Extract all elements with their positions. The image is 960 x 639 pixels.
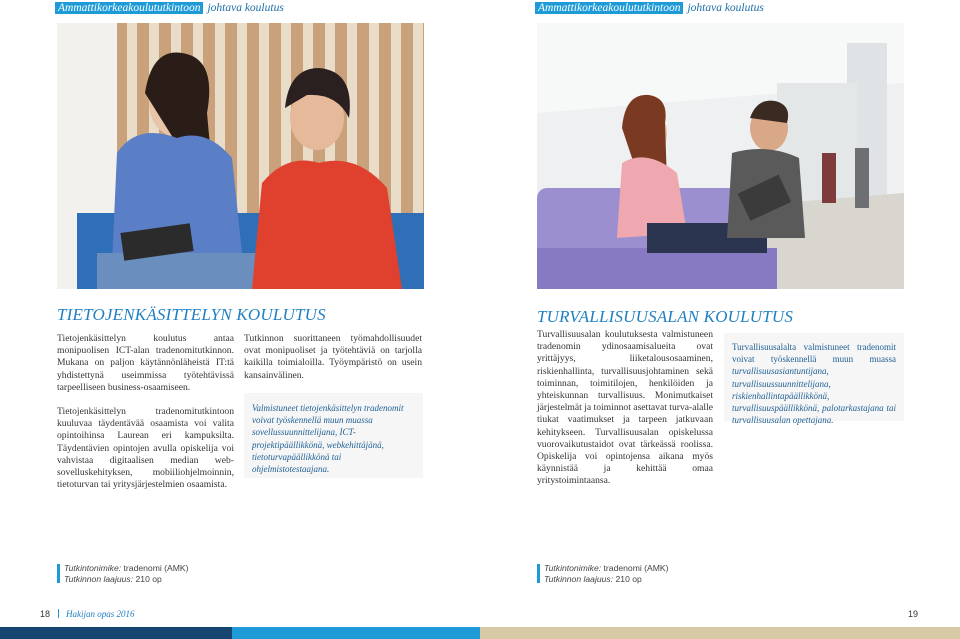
right-degree-scope-label: Tutkinnon laajuus: [544, 574, 614, 584]
right-photo-students-corridor [537, 23, 904, 289]
left-page-number-line [40, 609, 135, 619]
right-header-rest: johtava koulutus [687, 2, 764, 14]
bottom-band-blue [232, 627, 480, 639]
bottom-band-navy [0, 627, 232, 639]
right-careers-box [724, 333, 904, 426]
left-degree-scope-value: 210 op [135, 574, 162, 584]
right-section-heading: TURVALLISUUSALAN KOULUTUS [537, 307, 794, 326]
right-degree-title-value: tradenomi (AMK) [603, 563, 669, 573]
right-careers-paragraph [732, 341, 896, 426]
right-accent-bar [537, 564, 540, 583]
left-col2-paragraph: Tutkinnon suorittaneen työmahdollisuudet ovat monipuoliset ja työtehtäviä on tarjolla kaikilla toimialoilla. Työympäristö on usein kansainvälinen. [244, 333, 422, 381]
left-degree-scope-label: Tutkinnon laajuus: [64, 574, 134, 584]
left-degree-info [57, 563, 257, 585]
right-degree-title-label: Tutkintonimike: [544, 563, 602, 573]
left-accent-bar [57, 564, 60, 583]
publication-name: Hakijan opas 2016 [66, 609, 135, 619]
right-degree-scope-value: 210 op [615, 574, 642, 584]
right-col1-paragraph: Turvallisuusalan koulutuksesta valmistuneen tradenomin ydinosaamisalueita ovat yrittäjyys, liiketalousosaaminen, riskienhallinta, turvallisuusjohtaminen sekä toiminnan, toimitilojen, henkilöiden ja yhteiskunnan turvallisuus. Monimutkaiset järjestelmät ja toiminnot asettavat turva-alalle tiukat vaatimukset ja tarpeen jatkuvaan kehitykseen. Turvallisuusalan opiskelussa vuorovaikutustaidot ovat tärkeässä roolissa. Opiskelija voi opintojensa aikana myös käynnistää ja kehittää omaa yritystoimintaansa. [537, 329, 713, 487]
left-careers-box [244, 393, 423, 478]
left-col1-paragraph-1: Tietojenkäsittelyn koulutus antaa monipuolisen ICT-alan tradenomitutkinnon. Mukana on paljon käytännönläheistä IT:tä yhdistettynä useimmissa työtehtävissä tarpeelliseen business-osaamiseen. [57, 333, 234, 393]
left-column-2 [244, 333, 422, 382]
right-degree-info [537, 563, 737, 585]
left-section-heading: TIETOJENKÄSITTELYN KOULUTUS [57, 305, 326, 324]
left-photo-two-women [57, 23, 424, 289]
right-column-1 [537, 329, 713, 488]
right-careers-text-italic: turvallisuusasiantuntijana, turvallisuussuunnittelijana, riskienhallintapäällikkönä, turvallisuuspäällikkönä, palotarkastajana tai turvallisuusalan opettajana. [732, 366, 896, 426]
left-header-rest: johtava koulutus [207, 2, 284, 14]
left-header-highlight: Ammattikorkeakoulututkintoon [55, 2, 203, 14]
left-col1-paragraph-2: Tietojenkäsittelyn tradenomitutkintoon kuuluvaa täydentävää osaamista voi valita opintoihinsa Laurean eri kampuksilta. Täydentävien opintojen avulla opiskelija voi vahvistaa digitaalisen median web-sovelluskehityksen, mobiiliohjelmoinnin, tietoturvan tai yritysjärjestelmien osaamista. [57, 406, 234, 491]
left-column-1 [57, 333, 234, 491]
left-degree-title-value: tradenomi (AMK) [123, 563, 189, 573]
right-careers-text-normal: Turvallisuusalalta valmistuneet tradenomit voivat työskennellä muun muassa [732, 342, 896, 365]
left-page-number: 18 [40, 609, 51, 619]
page-number-divider [58, 609, 59, 618]
left-careers-text: Valmistuneet tietojenkäsittelyn tradenomit voivat työskennellä muun muassa sovellussuunnittelijana, ICT-projektipäällikkönä, webkehittäjänä, tietoturvapäällikkönä tai ohjelmistotestaajana. [252, 403, 404, 475]
left-degree-title-label: Tutkintonimike: [64, 563, 122, 573]
right-page-number: 19 [908, 609, 919, 619]
bottom-band-sand [480, 627, 960, 639]
right-header-highlight: Ammattikorkeakoulututkintoon [535, 2, 683, 14]
